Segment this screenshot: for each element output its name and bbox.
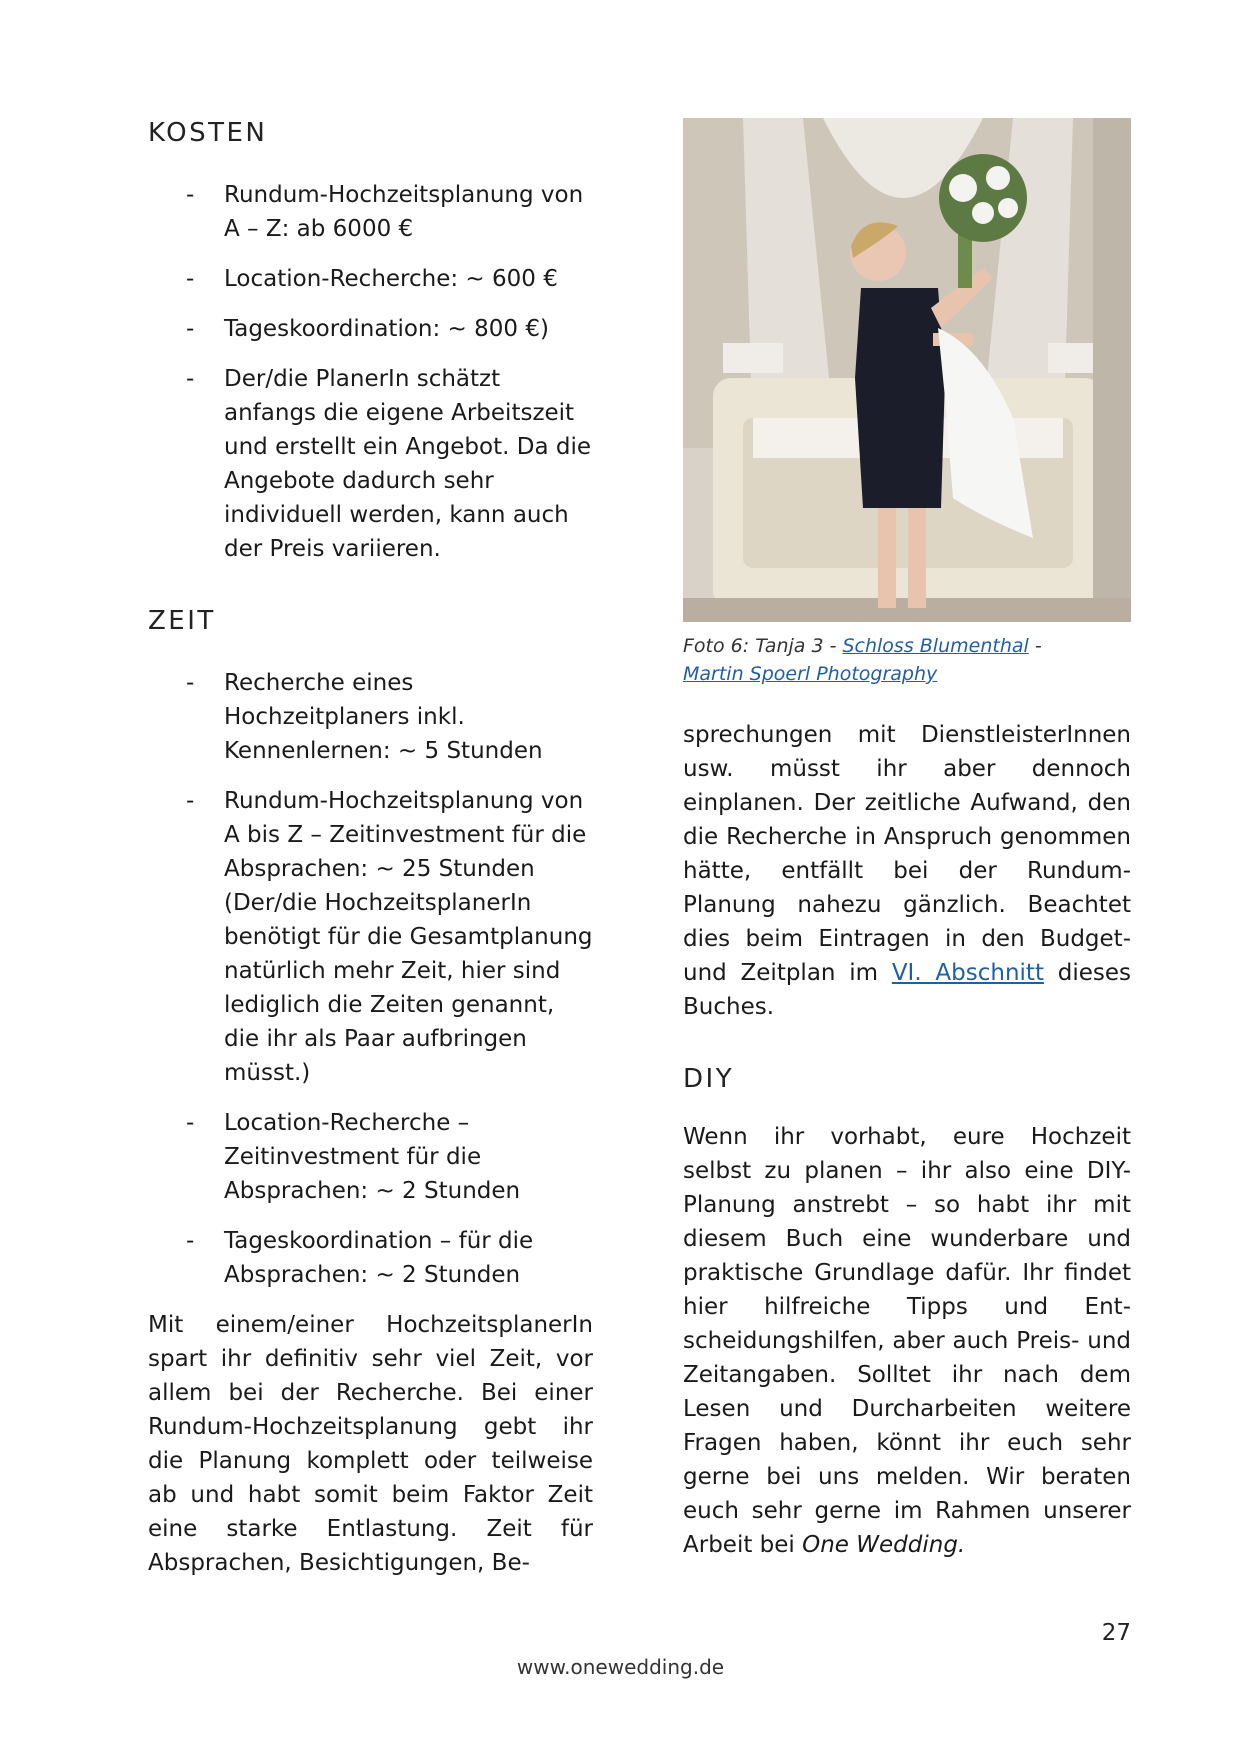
list-item: - Tageskoordination: ~ 800 €) <box>148 312 593 346</box>
right-column <box>683 118 1131 1562</box>
list-item: - Rundum-Hochzeitsplanung von A bis Z – Zeitinvestment für die Absprachen: ~ 25 Stunden (Der/die HochzeitsplanerIn benötigt für die Gesamtplanung natürlich mehr Zeit, hier sind lediglich die Zeiten genannt, die ihr als Paar aufbringen müsst.) <box>148 784 593 1090</box>
kosten-list <box>148 178 593 566</box>
continuation-paragraph <box>683 718 1131 1024</box>
diy-paragraph <box>683 1120 1131 1562</box>
list-item: - Der/die PlanerIn schätzt anfangs die eigene Arbeitszeit und erstellt ein Angebot. Da die Angebote dadurch sehr individuell werden, kann auch der Preis variieren. <box>148 362 593 566</box>
brand-name: One Wedding. <box>802 1532 966 1558</box>
list-item: - Rundum-Hochzeitsplanung von A – Z: ab 6000 € <box>148 178 593 246</box>
zeit-heading: ZEIT <box>148 606 216 636</box>
list-item: - Tageskoordination – für die Absprachen: ~ 2 Stunden <box>148 1224 593 1292</box>
continuation-text: sprechungen mit DienstleisterInnen usw. müsst ihr aber dennoch einplanen. Der zeitliche Aufwand, den die Recherche in Anspruch genommen hätte, entfällt bei der Rundum-Planung nahezu gänzlich. Beachtet dies beim Eintragen in den Budget- und Zeitplan im <box>683 722 1131 986</box>
caption-prefix: Foto 6: Tanja 3 - <box>683 635 843 657</box>
schloss-blumenthal-link[interactable]: Schloss Blumenthal <box>842 635 1029 657</box>
continuation-end: dieses Buches. <box>683 960 1131 1020</box>
page-number: 27 <box>1101 1620 1131 1646</box>
section-vi-link[interactable]: VI. Abschnitt <box>891 960 1044 986</box>
left-column <box>148 118 593 1580</box>
photo-caption <box>683 632 1131 688</box>
footer-url: www.onewedding.de <box>516 1655 725 1679</box>
zeit-list <box>148 666 593 1292</box>
list-item: - Location-Recherche: ~ 600 € <box>148 262 593 296</box>
zeit-paragraph: Mit einem/einer HochzeitsplanerIn spart ihr definitiv sehr viel Zeit, vor allem bei der Recherche. Bei einer Rundum-Hochzeitsplanung gebt ihr die Planung komplett oder teilweise ab und habt somit beim Faktor Zeit eine starke Entlastung. Zeit für Absprachen, Besichtigungen, Be- <box>148 1312 593 1576</box>
wedding-planner-photo <box>683 118 1131 622</box>
diy-heading: DIY <box>683 1064 735 1094</box>
photographer-link[interactable]: Martin Spoerl Photography <box>683 663 938 685</box>
caption-separator: - <box>1028 635 1042 657</box>
list-item: - Location-Recherche – Zeitinvestment für die Absprachen: ~ 2 Stunden <box>148 1106 593 1208</box>
diy-text: Wenn ihr vorhabt, eure Hochzeit selbst zu planen – ihr also eine DIY-Planung anstrebt – so habt ihr mit diesem Buch eine wunderbare und praktische Grundlage dafür. Ihr findet hier hilfreiche Tipps und Entscheidungshilfen, aber auch Preis- und Zeitangaben. Solltet ihr nach dem Lesen und Durcharbeiten weitere Fragen haben, könnt ihr euch sehr gerne bei uns melden. Wir beraten euch sehr gerne im Rahmen unserer Arbeit bei <box>683 1124 1131 1558</box>
kosten-heading: KOSTEN <box>148 118 268 148</box>
list-item: - Recherche eines Hochzeitplaners inkl. Kennenlernen: ~ 5 Stunden <box>148 666 593 768</box>
